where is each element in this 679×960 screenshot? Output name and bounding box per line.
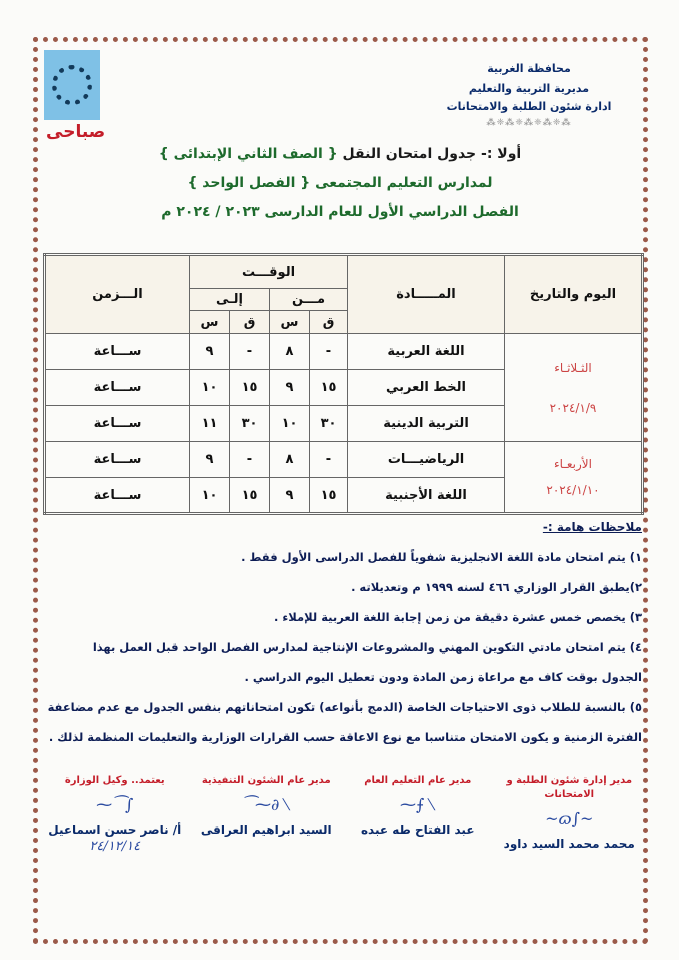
- signature-title: مدير عام التعليم العام: [364, 775, 472, 786]
- signature-block: [345, 774, 491, 856]
- header-from-minute: ق: [310, 311, 348, 334]
- header-from-hour: س: [270, 311, 310, 334]
- header-to-minute: ق: [230, 311, 270, 334]
- to-hour: ٩: [190, 334, 230, 370]
- duration: ســـاعة: [45, 406, 190, 442]
- day-name: الثـلاثـاء: [554, 360, 592, 375]
- duration: ســـاعة: [45, 478, 190, 514]
- header-to-hour: س: [190, 311, 230, 334]
- handwritten-signature: ⟋∂⁓⁀: [242, 795, 291, 814]
- table-row: [45, 334, 643, 370]
- signature-title: يعتمد.. وكيل الوزارة: [64, 775, 165, 786]
- header-day-date: اليوم والتاريخ: [505, 255, 643, 334]
- from-minute: ١٥: [310, 478, 348, 514]
- signatory-name: السيد ابراهيم العراقى: [200, 823, 332, 837]
- header-subject: المـــــادة: [348, 255, 505, 334]
- day-cell: [505, 334, 643, 442]
- schools-label: لمدارس التعليم المجتمعى: [315, 175, 493, 191]
- from-hour: ٨: [270, 334, 310, 370]
- subject: الرياضيـــات: [348, 442, 505, 478]
- directorate-logo: [44, 50, 100, 120]
- from-hour: ٩: [270, 370, 310, 406]
- signature-title: مدير عام الشئون التنفيذية: [201, 775, 331, 786]
- to-minute: ١٥: [230, 478, 270, 514]
- note-item: الفترة الزمنية و يكون الامتحان متناسبا مع نوع الاعاقة حسب القرارات الوزارية والتعليمات المنظمة لذلك .: [48, 730, 642, 744]
- to-minute: -: [230, 442, 270, 478]
- directorate: مديرية التربية والتعليم: [468, 82, 590, 95]
- note-item: الجدول بوقت كاف مع مراعاة زمن المادة ودون تعطيل اليوم الدراسي .: [244, 670, 642, 684]
- from-minute: ١٥: [310, 370, 348, 406]
- signatory-name: محمد محمد السيد داود: [503, 837, 635, 851]
- notes-and-signatures: [42, 520, 642, 856]
- gear-icon: [52, 65, 92, 105]
- to-hour: ١١: [190, 406, 230, 442]
- signature-block: [42, 774, 188, 856]
- day-date: ٢٠٢٤/١/٩: [549, 400, 597, 415]
- duration: ســـاعة: [45, 334, 190, 370]
- signatory-name: عبد الفتاح طه عبده: [360, 823, 475, 837]
- from-minute: ٣٠: [310, 406, 348, 442]
- ornament-divider: ⁂❈⁂❈⁂❈⁂❈⁂: [486, 118, 572, 128]
- to-minute: ١٥: [230, 370, 270, 406]
- shift-label: صباحى: [46, 122, 106, 142]
- duration: ســـاعة: [45, 442, 190, 478]
- note-item: ٢)يطبق القرار الوزاري ٤٦٦ لسنه ١٩٩٩ م وتعديلاته .: [351, 580, 642, 594]
- duration: ســـاعة: [45, 370, 190, 406]
- from-minute: -: [310, 442, 348, 478]
- notes-list: [42, 542, 642, 752]
- title-line-3: الفصل الدراسي الأول للعام الدارسى ٢٠٢٣ / ٢٠٢٤ م: [161, 204, 519, 220]
- title-prefix: أولا :- جدول امتحان النقل: [342, 146, 522, 162]
- exam-schedule-table: [43, 253, 644, 515]
- note-item: ٣) يخصص خمس عشرة دقيقة من زمن إجابة اللغة العربية للإملاء .: [274, 610, 642, 624]
- header-time: الوقـــت: [190, 255, 348, 289]
- subject: الخط العربي: [348, 370, 505, 406]
- header-from: مـــن: [270, 289, 348, 311]
- grade-label: { الصف الثاني الإبتدائى }: [158, 146, 338, 162]
- subject: اللغة العربية: [348, 334, 505, 370]
- day-date: ٢٠٢٤/١/١٠: [546, 483, 600, 497]
- signature-block: [497, 774, 643, 856]
- title-line-2: [80, 175, 600, 191]
- signatures-block: [42, 774, 642, 856]
- to-hour: ٩: [190, 442, 230, 478]
- from-minute: -: [310, 334, 348, 370]
- class-label: { الفصل الواحد }: [187, 175, 311, 191]
- note-item: ١) يتم امتحان مادة اللغة الانجليزية شفوياً للفصل الدراسى الأول فقط .: [241, 550, 642, 564]
- header-to: إلـى: [190, 289, 270, 311]
- header-duration: الـــزمن: [45, 255, 190, 334]
- signature-title: مدير إدارة شئون الطلبة و الامتحانات: [506, 775, 633, 800]
- signature-block: [194, 774, 340, 856]
- from-hour: ١٠: [270, 406, 310, 442]
- from-hour: ٩: [270, 478, 310, 514]
- note-item: ٥) بالنسبة للطلاب ذوى الاحتياجات الخاصة (الدمج بأنواعه) تكون امتحاناتهم بنفس الجدول مع عدم مضاعفة: [47, 700, 642, 714]
- note-item: ٤) يتم امتحان مادتي التكوين المهني والمشروعات الإنتاجية لمدارس الفصل الواحد قبل العمل بهذا: [92, 640, 642, 654]
- to-hour: ١٠: [190, 478, 230, 514]
- to-minute: -: [230, 334, 270, 370]
- signatory-name: أ/ ناصر حسن اسماعيل: [48, 823, 182, 837]
- subject: اللغة الأجنبية: [348, 478, 505, 514]
- to-hour: ١٠: [190, 370, 230, 406]
- handwritten-date: ٢٤/١٢/١٤: [89, 839, 141, 854]
- to-minute: ٣٠: [230, 406, 270, 442]
- day-name: الأربعـاء: [554, 457, 592, 471]
- subject: التربية الدينية: [348, 406, 505, 442]
- handwritten-signature: ∫⁀⁓: [96, 795, 134, 814]
- handwritten-signature: ⟋⨍⁓: [399, 795, 436, 814]
- title-line-1: [80, 146, 600, 162]
- handwritten-signature: ~∫ɷ~: [545, 809, 594, 828]
- from-hour: ٨: [270, 442, 310, 478]
- department: ادارة شئون الطلبة والامتحانات: [446, 100, 612, 113]
- notes-title: ملاحظات هامة :-: [542, 520, 642, 534]
- table-row: [45, 442, 643, 478]
- day-cell: [505, 442, 643, 514]
- governorate: محافظة الغربية: [487, 62, 571, 75]
